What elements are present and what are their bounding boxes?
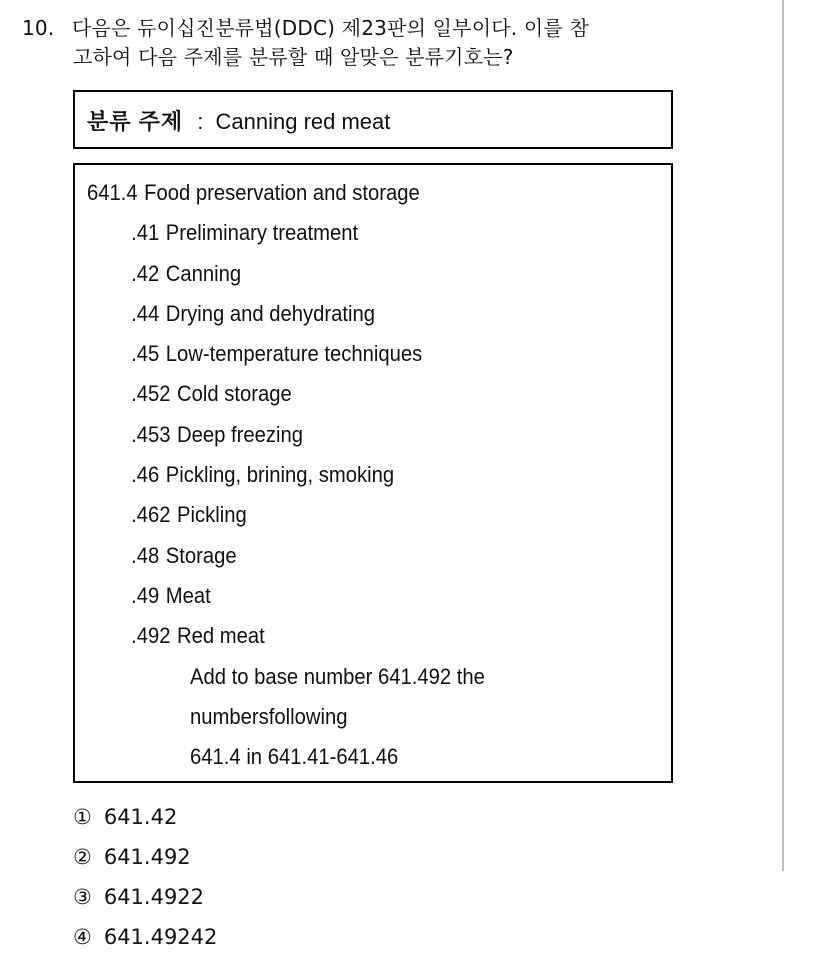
ddc-schedule-box bbox=[73, 163, 673, 783]
ddc-note-line: numbersfollowing bbox=[190, 703, 348, 729]
choice-value: 641.4922 bbox=[103, 885, 205, 909]
ddc-caption: Meat bbox=[165, 582, 211, 608]
ddc-code: .48 bbox=[131, 542, 160, 568]
choice-value: 641.492 bbox=[103, 845, 191, 869]
choice-value: 641.42 bbox=[103, 805, 178, 829]
ddc-caption: Red meat bbox=[177, 623, 265, 649]
ddc-row bbox=[87, 178, 624, 218]
ddc-row bbox=[87, 420, 624, 460]
ddc-code: .44 bbox=[131, 300, 160, 326]
choice-marker: ③ bbox=[73, 885, 92, 909]
ddc-caption: Deep freezing bbox=[177, 421, 304, 447]
ddc-caption: Pickling bbox=[177, 502, 247, 528]
ddc-row bbox=[87, 218, 624, 258]
ddc-row bbox=[87, 299, 624, 339]
ddc-row bbox=[87, 339, 624, 379]
ddc-code: .49 bbox=[131, 582, 160, 608]
question-line-1 bbox=[22, 14, 762, 43]
ddc-code: .41 bbox=[131, 220, 160, 246]
ddc-caption: Cold storage bbox=[177, 381, 292, 407]
choice-3[interactable] bbox=[73, 877, 355, 917]
ddc-caption: Low-temperature techniques bbox=[165, 341, 423, 367]
topic-separator: : bbox=[197, 109, 204, 134]
ddc-code: .492 bbox=[131, 623, 171, 649]
ddc-row bbox=[87, 379, 624, 419]
question-text-line-1: 다음은 듀이십진분류법(DDC) 제23판의 일부이다. 이를 참 bbox=[72, 16, 589, 40]
ddc-code: .452 bbox=[131, 381, 171, 407]
ddc-code: .42 bbox=[131, 260, 160, 286]
ddc-caption: Pickling, brining, smoking bbox=[165, 462, 395, 488]
ddc-caption: Canning bbox=[165, 260, 242, 286]
answer-choices bbox=[73, 797, 633, 957]
ddc-caption: Storage bbox=[165, 542, 237, 568]
choice-value: 641.49242 bbox=[103, 925, 218, 949]
ddc-row bbox=[87, 259, 624, 299]
ddc-row bbox=[87, 460, 624, 500]
ddc-row bbox=[87, 541, 624, 581]
ddc-code: 641.4 bbox=[87, 180, 138, 205]
question-text-line-2: 고하여 다음 주제를 분류할 때 알맞은 분류기호는? bbox=[73, 45, 514, 69]
topic-value: Canning red meat bbox=[215, 109, 391, 134]
ddc-caption: Drying and dehydrating bbox=[165, 300, 376, 326]
ddc-row bbox=[87, 500, 624, 540]
column-divider bbox=[782, 0, 784, 871]
choice-1[interactable] bbox=[73, 797, 355, 837]
ddc-code: .453 bbox=[131, 421, 171, 447]
question-number: 10. bbox=[22, 16, 55, 40]
ddc-code: .45 bbox=[131, 341, 160, 367]
ddc-row bbox=[87, 621, 624, 661]
ddc-caption: Preliminary treatment bbox=[165, 220, 359, 246]
choice-marker: ① bbox=[73, 805, 92, 829]
ddc-row bbox=[87, 581, 624, 621]
ddc-code: .46 bbox=[131, 462, 160, 488]
choice-marker: ④ bbox=[73, 925, 92, 949]
topic-box bbox=[73, 90, 673, 149]
ddc-note-line: 641.4 in 641.41-641.46 bbox=[190, 744, 399, 770]
ddc-note-line: Add to base number 641.492 the bbox=[190, 663, 485, 689]
topic-label: 분류 주제 bbox=[87, 109, 184, 134]
choice-2[interactable] bbox=[73, 837, 355, 877]
ddc-caption: Food preservation and storage bbox=[144, 180, 420, 205]
question-stem bbox=[22, 14, 762, 72]
choice-marker: ② bbox=[73, 845, 92, 869]
choice-4[interactable] bbox=[73, 917, 355, 957]
ddc-code: .462 bbox=[131, 502, 171, 528]
